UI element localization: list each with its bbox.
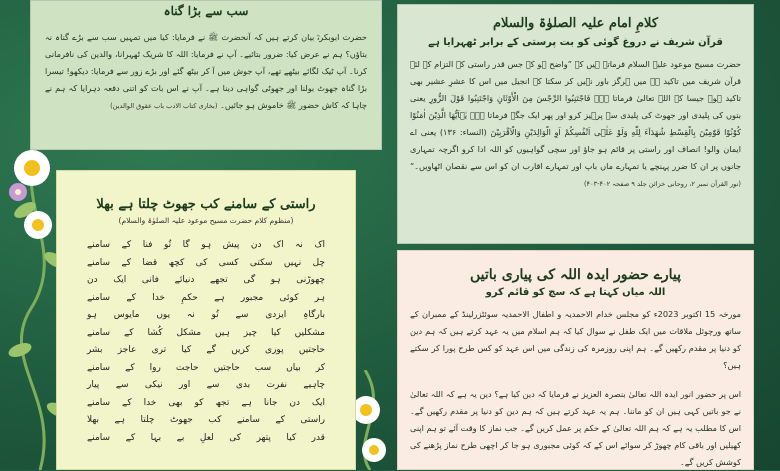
imam-quote-panel bbox=[397, 4, 754, 244]
daisy-flower-icon bbox=[24, 211, 52, 239]
poem-line: ہر کوئی مجبور ہے حکمِ خدا کے سامنے bbox=[87, 292, 325, 303]
poem-line: بارگاہِ ایزدی سے تُو نہ یوں مایوس ہو bbox=[87, 310, 325, 320]
imam-quote-text: حضرت مسیح موعود علیہ السلام فرماتے ہیں کہ ”واضح ہو کہ جس قدر راستی کے التزام کے لئے قرآن شریف میں تاکید ہے میں ہرگز باور نہیں کر سکتا کہ انجیل میں اس کا عشرِ عشیر بھی تاکید ہو۔ جیسا کہ اللہ تعالیٰ فرماتا ہے۔ فَاجْتَنِبُوا الرِّجْسَ مِنَ الْأَوْثَانِ وَاجْتَنِبُوا قَوْلَ الزُّورِ یعنی بتوں کی پلیدی اور جھوٹ کی پلیدی سے پرہیز کرو اور پھر ایک جگہ فرماتا ہے۔ یٰۤاَیُّهَا الَّذِیْنَ اٰمَنُوْا كُوْنُوْا قَوّٰمِیْنَ بِالْقِسْطِ شُهَدَآءَ لِلّٰهِ وَلَوْ عَلٰۤى اَنْفُسِكُمْ اَوِ الْوَالِدَیْنِ وَالْاَقْرَبِیْنَ (النساء: ۱۳۶) یعنی اے ایمان والو! انصاف اور راستی پر قائم ہو جاؤ اور سچی گواہیوں کو اللہ ادا کرو اگرچہ تمہاری جانوں پر ان کا ضرر پہنچے یا تمہارے ماں باپ اور تمہارے اقارب ان کو اس سے نقصان اٹھاویں۔“ bbox=[410, 59, 741, 171]
poem-line: مشکلیں کیا چیز ہیں مشکل کُشا کے سامنے bbox=[87, 327, 325, 338]
hadith-body bbox=[31, 19, 381, 115]
imam-quote-title: کلامِ امام علیہ الصلوٰۃ والسلام bbox=[492, 16, 659, 31]
imam-quote-reference: (نور القرآن نمبر ۲، روحانی خزائن جلد ۹ صفحہ ۴۰۲-۴۰۳) bbox=[583, 180, 741, 188]
poem-line: چھوڑنی ہو گی تجھے دنیائے فانی ایک دن bbox=[87, 275, 325, 285]
poem-lines bbox=[57, 225, 355, 447]
poem-line: حاجتیں پوری کریں گے کیا تری عاجز بشر bbox=[87, 345, 325, 355]
poem-title: راستی کے سامنے کب جھوٹ چلتا ہے بھلا bbox=[96, 197, 316, 212]
huzoor-sayings-subtitle: اللہ میاں کہتا ہے کہ سچ کو قائم کرو bbox=[485, 287, 666, 298]
poem-line: اک نہ اک دن پیش ہو گا تُو فنا کے سامنے bbox=[87, 240, 325, 250]
huzoor-sayings-para-1: مورخہ 15 اکتوبر 2023ء کو مجلس خدام الاحمدیہ و اطفال الاحمدیہ سوئٹزرلینڈ کے ممبران کے ساتھ ورچوئل ملاقات میں ایک طفل نے سوال کیا کہ ہم اسلام میں یہ عہد کرتے ہیں کہ ہم دین کو دنیا پر مقدم رکھیں گے۔ ہم اپنی روزمرہ کی زندگی میں اس عہد کو کس طرح پورا کر سکتے ہیں؟ bbox=[410, 309, 742, 370]
imam-quote-subtitle: قرآن شریف نے دروغ گوئی کو بت پرستی کے برابر ٹھہرایا ہے bbox=[428, 37, 723, 48]
poem-line: ایک دن جانا ہے تجھ کو بھی خدا کے سامنے bbox=[87, 397, 325, 408]
poem-line: راستی کے سامنے کب جھوٹ چلتا ہے بھلا bbox=[87, 415, 325, 425]
daisy-flower-icon bbox=[352, 396, 380, 424]
poem-panel bbox=[56, 170, 356, 470]
daisy-flower-icon bbox=[362, 438, 386, 462]
poem-line: چل نہیں سکتی کسی کی کچھ قضا کے سامنے bbox=[87, 257, 325, 268]
hadith-title: سب سے بڑا گناہ bbox=[163, 4, 249, 18]
imam-quote-body bbox=[398, 48, 753, 193]
daisy-flower-icon bbox=[14, 150, 50, 186]
hadith-panel bbox=[30, 0, 382, 150]
poem-line: قدر کیا پتھر کی لعلِ بے بہا کے سامنے bbox=[87, 432, 325, 443]
purple-flower-icon bbox=[9, 183, 27, 201]
huzoor-sayings-para-2: اس پر حضور انور ایدہ اللہ تعالیٰ بنصرہ العزیز نے فرمایا کہ دین کیا ہے؟ دین یہ ہے کہ اللہ تعالیٰ نے جو باتیں کہی ہیں ان کو ماننا۔ ہم یہ عہد کرتے ہیں کہ ہم دین کو دنیا پر مقدم رکھیں گے۔ اس کا مطلب یہ ہے کہ ہم اللہ تعالیٰ کے حکم پر عمل کریں گے۔ جب نماز کا وقت آئے تو ہم اپنی کھیلیں اور باقی کام چھوڑ کر سوائے اس کے کہ کوئی مجبوری ہو جا کر اچھی طرح نماز پڑھنے کی کوشش کریں گے۔ bbox=[410, 389, 741, 467]
poem-line: چاہیے نفرت بدی سے اور نیکی سے پیار bbox=[87, 380, 325, 390]
huzoor-sayings-panel bbox=[397, 250, 754, 470]
poem-attribution: (منظوم کلام حضرت مسیح موعود علیہ الصلوٰۃ والسلام) bbox=[118, 216, 294, 225]
huzoor-sayings-title: پیارے حضور ایدہ اللہ کی پیاری باتیں bbox=[469, 267, 682, 283]
poem-line: کر بیاں سب حاجتیں حاجت روا کے سامنے bbox=[87, 362, 325, 373]
hadith-reference: (بخاری کتاب الادب باب عقوق الوالدین) bbox=[110, 102, 218, 110]
hadith-text: حضرت ابوبکرہؓ بیان کرتے ہیں کہ آنحضرت ﷺ نے فرمایا: کیا میں تمہیں سب سے بڑے گناہ نہ بتاؤں؟ ہم نے عرض کیا: ضرور بتائیے۔ آپ نے فرمایا: اللہ کا شریک ٹھہرانا، والدین کی نافرمانی کرنا۔ آپ ٹیک لگائے بیٹھے تھے، آپ جوش میں آ کر بیٹھ گئے اور بڑے زور سے فرمایا: دیکھو! تیسرا بڑا گناہ جھوٹ بولنا اور جھوٹی گواہی دینا ہے۔ آپ نے اس بات کو اتنی دفعہ دہرایا کہ ہم نے چاہا کہ کاش حضور ﷺ خاموش ہو جائیں۔ bbox=[45, 32, 367, 110]
